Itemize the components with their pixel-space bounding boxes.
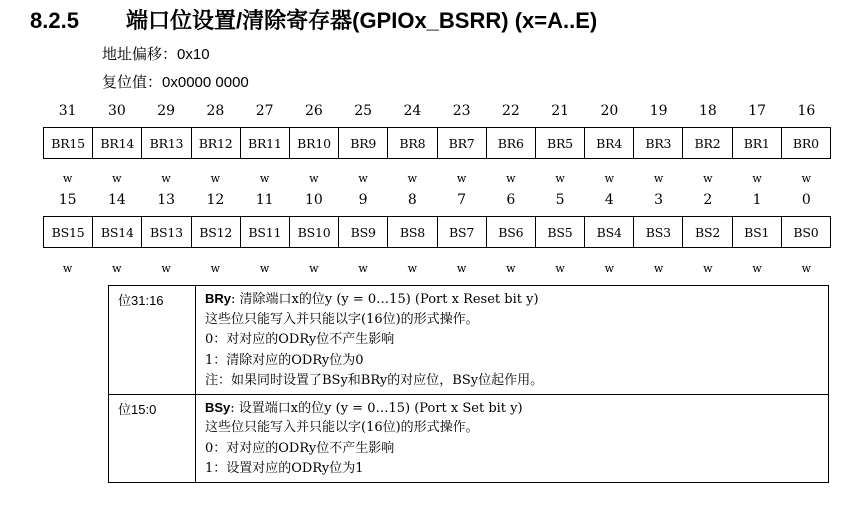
bit-number: 26 [304, 103, 323, 119]
low-bit-numbers [43, 192, 831, 208]
register-field: BS6 [487, 217, 536, 247]
description-line: 0：对对应的ODRy位不产生影响 [205, 332, 395, 347]
access-type: w [653, 262, 664, 275]
register-field: BS10 [290, 217, 339, 247]
bit-number: 18 [698, 103, 717, 119]
register-field: BS4 [585, 217, 634, 247]
register-field: BS11 [241, 217, 290, 247]
register-field: BR8 [388, 128, 437, 158]
access-type: w [506, 262, 516, 275]
register-field: BS3 [634, 217, 683, 247]
register-field: BS5 [536, 217, 585, 247]
bit-number: 27 [255, 103, 274, 119]
register-field: BS8 [388, 217, 437, 247]
access-type: w [653, 172, 664, 185]
access-type: w [752, 172, 762, 185]
description-row-bs [109, 394, 828, 482]
bit-number: 16 [797, 103, 816, 119]
register-field: BR1 [733, 128, 782, 158]
reset-label: 复位值： [102, 73, 163, 91]
field-name: BRy [205, 291, 232, 306]
access-type: w [358, 172, 368, 185]
reset-value-text: 0x0000 0000 [162, 74, 249, 91]
section-title: 端口位设置/清除寄存器(GPIOx_BSRR) (x=A..E) [126, 8, 598, 33]
description-title [205, 398, 828, 419]
register-field: BR12 [192, 128, 241, 158]
offset-label: 地址偏移： [102, 45, 178, 63]
bit-number: 29 [157, 103, 176, 119]
bit-number: 13 [157, 192, 176, 208]
bit-number: 14 [107, 192, 126, 208]
access-type: w [210, 262, 221, 275]
description-title [205, 289, 828, 310]
bit-number: 3 [654, 192, 664, 208]
register-field: BR0 [792, 135, 819, 151]
access-type: w [456, 172, 467, 185]
section-number: 8.2.5 [30, 8, 79, 33]
access-type: w [161, 262, 171, 275]
register-field: BS14 [93, 217, 142, 247]
description-note: 注：如果同时设置了BSy和BRy的对应位，BSy位起作用。 [205, 373, 544, 388]
register-field: BR15 [44, 128, 93, 158]
access-type: w [62, 262, 73, 275]
bit-number: 31 [58, 103, 77, 119]
bit-number: 28 [206, 103, 225, 119]
reset-value [102, 71, 249, 92]
bit-number: 25 [354, 103, 373, 119]
high-field-row [43, 127, 831, 159]
bit-range-label: 位31:16 [109, 286, 196, 394]
register-field: BR10 [290, 128, 339, 158]
bit-number: 9 [358, 192, 368, 208]
bit-number: 5 [555, 192, 565, 208]
register-field: BR2 [683, 128, 732, 158]
register-field: BS9 [339, 217, 388, 247]
access-type: w [703, 172, 713, 185]
description-line: 这些位只能写入并只能以字(16位)的形式操作。 [205, 311, 479, 327]
access-type: w [210, 172, 221, 185]
access-type: w [62, 172, 73, 185]
register-field: BR5 [536, 128, 585, 158]
register-field: BR11 [241, 128, 290, 158]
bit-number: 22 [501, 103, 520, 119]
access-type: w [358, 262, 368, 275]
access-type: w [555, 262, 565, 275]
register-field: BS0 [793, 224, 819, 240]
access-type: w [555, 172, 565, 185]
description-line: 0：对对应的ODRy位不产生影响 [205, 440, 395, 456]
bit-number: 21 [551, 103, 570, 119]
access-type: w [259, 172, 270, 185]
bit-number: 10 [304, 192, 323, 208]
access-type: w [456, 262, 467, 275]
access-type: w [407, 262, 418, 275]
offset-value: 0x10 [177, 46, 210, 63]
register-field: BS1 [733, 217, 782, 247]
access-type: w [309, 172, 319, 185]
low-field-row [43, 216, 831, 248]
bit-number: 20 [600, 103, 619, 119]
access-type: w [752, 262, 762, 275]
register-field: BR14 [93, 128, 142, 158]
bit-number: 11 [255, 192, 274, 208]
access-type: w [112, 262, 122, 275]
access-type: w [604, 172, 615, 185]
bit-number: 6 [506, 192, 516, 208]
description-body [196, 395, 828, 482]
register-field: BR7 [438, 128, 487, 158]
bit-number: 7 [457, 192, 467, 208]
register-field: BR9 [339, 128, 388, 158]
bit-description-table [108, 285, 829, 483]
access-type: w [801, 262, 812, 275]
section-heading [30, 4, 597, 35]
register-field: BS2 [683, 217, 732, 247]
access-type: w [506, 172, 516, 185]
field-summary: : 设置端口x的位y (y = 0…15) (Port x Set bit y) [230, 400, 523, 416]
register-field: BS7 [438, 217, 487, 247]
description-line: 这些位只能写入并只能以字(16位)的形式操作。 [205, 420, 479, 435]
description-line: 1：清除对应的ODRy位为0 [205, 352, 364, 368]
register-field: BS13 [142, 217, 191, 247]
access-type: w [112, 172, 122, 185]
register-field: BR6 [487, 128, 536, 158]
register-field: BR3 [634, 128, 683, 158]
bit-number: 15 [58, 192, 77, 208]
access-type: w [407, 172, 418, 185]
bit-number: 19 [649, 103, 668, 119]
access-type: w [604, 262, 615, 275]
register-field: BS15 [44, 217, 93, 247]
access-type: w [161, 172, 171, 185]
low-access-row [43, 262, 831, 275]
description-line: 1：设置对应的ODRy位为1 [205, 461, 364, 476]
bit-number: 2 [703, 192, 713, 208]
field-name: BSy [205, 399, 231, 415]
field-summary: : 清除端口x的位y (y = 0…15) (Port x Reset bit y) [231, 292, 539, 307]
access-type: w [309, 262, 319, 275]
bit-number: 4 [604, 192, 614, 208]
description-row-br [109, 286, 828, 394]
bit-number: 24 [403, 103, 422, 119]
register-field: BR4 [585, 128, 634, 158]
address-offset [102, 43, 210, 64]
bit-number: 17 [748, 103, 767, 119]
bit-number: 8 [407, 192, 417, 208]
bit-range-label: 位15:0 [109, 395, 196, 482]
description-body [196, 286, 828, 394]
bit-number: 23 [452, 103, 471, 119]
high-access-row [43, 172, 831, 185]
register-field: BS12 [192, 217, 241, 247]
bit-number: 12 [206, 192, 225, 208]
high-bit-numbers [43, 103, 831, 119]
register-field: BR13 [142, 128, 191, 158]
access-type: w [259, 262, 270, 275]
bit-number: 30 [107, 103, 126, 119]
bit-number: 1 [752, 192, 762, 208]
access-type: w [801, 172, 812, 185]
bit-number: 0 [801, 192, 811, 208]
access-type: w [703, 262, 713, 275]
